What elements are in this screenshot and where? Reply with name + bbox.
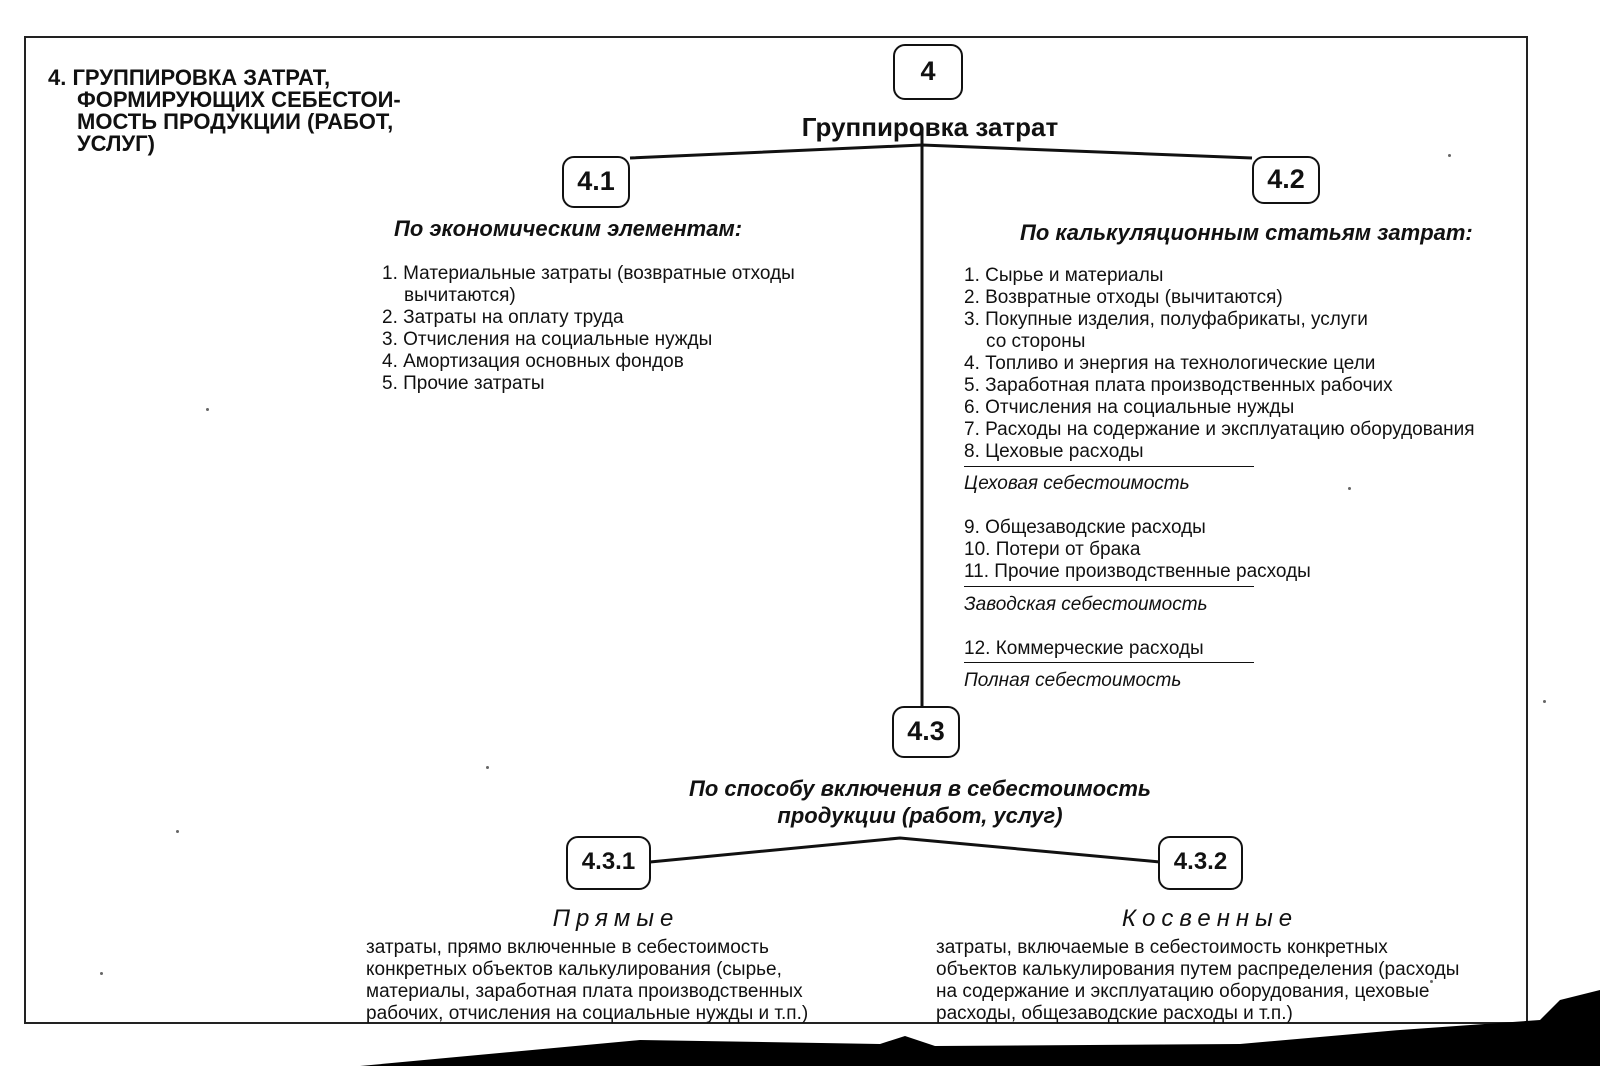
indirect-costs-label: Косвенные (1121, 905, 1299, 932)
node-4-2-box: 4.2 (1252, 156, 1320, 204)
scan-speck (1543, 700, 1546, 703)
list-item: 2. Затраты на оплату труда (382, 307, 624, 328)
economic-elements-list (382, 263, 882, 395)
costing-items-list-1 (964, 265, 1564, 463)
node-4-1-box: 4.1 (562, 156, 630, 208)
direct-costs-description (366, 937, 906, 1025)
scan-speck (1430, 980, 1433, 983)
document-title (48, 67, 468, 155)
factory-cost-subtotal: Заводская себестоимость (964, 594, 1208, 615)
description-line: рабочих, отчисления на социальные нужды и т.п.) (366, 1003, 809, 1024)
bottom-branch-line (650, 838, 1160, 862)
list-item: 9. Общезаводские расходы (964, 517, 1206, 538)
list-item: 7. Расходы на содержание и эксплуатацию оборудования (964, 419, 1475, 440)
subtotal-underline (964, 662, 1254, 663)
costing-items-title: По калькуляционным статьям затрат: (1020, 220, 1473, 245)
document-title-line: МОСТЬ ПРОДУКЦИИ (РАБОТ, (77, 109, 394, 134)
full-cost-subtotal: Полная себестоимость (964, 670, 1182, 691)
list-item: со стороны (986, 331, 1086, 352)
node-4-3-2-box: 4.3.2 (1158, 836, 1243, 890)
scan-speck (100, 972, 103, 975)
list-item: вычитаются) (404, 285, 516, 306)
costing-items-list-2 (964, 517, 1564, 583)
direct-costs-label: Прямые (552, 905, 680, 932)
list-item: 10. Потери от брака (964, 539, 1141, 560)
costing-items-list-3 (964, 638, 1564, 660)
economic-elements-title: По экономическим элементам: (394, 216, 743, 241)
list-item: 4. Амортизация основных фондов (382, 351, 684, 372)
document-title-line: ФОРМИРУЮЩИХ СЕБЕСТОИ- (77, 87, 401, 112)
scan-speck (1348, 487, 1351, 490)
root-title: Группировка затрат (801, 112, 1059, 142)
document-title-line: УСЛУГ) (77, 131, 155, 156)
node-4-3-1-box: 4.3.1 (566, 836, 651, 890)
list-item: 1. Сырье и материалы (964, 265, 1164, 286)
list-item: 6. Отчисления на социальные нужды (964, 397, 1295, 418)
description-line: материалы, заработная плата производственных (366, 981, 803, 1002)
description-line: на содержание и эксплуатацию оборудования, цеховые (936, 981, 1430, 1002)
subtotal-underline (964, 586, 1254, 587)
list-item: 5. Прочие затраты (382, 373, 545, 394)
scan-speck (206, 408, 209, 411)
inclusion-method-title (620, 775, 1220, 829)
list-item: 1. Материальные затраты (возвратные отходы (382, 263, 795, 284)
scan-speck (176, 830, 179, 833)
list-item: 5. Заработная плата производственных рабочих (964, 375, 1393, 396)
list-item: 2. Возвратные отходы (вычитаются) (964, 287, 1283, 308)
list-item: 8. Цеховые расходы (964, 441, 1144, 462)
scan-speck (486, 766, 489, 769)
list-item: 3. Отчисления на социальные нужды (382, 329, 713, 350)
description-line: расходы, общезаводские расходы и т.п.) (936, 1003, 1293, 1024)
description-line: объектов калькулирования путем распределения (расходы (936, 959, 1460, 980)
document-title-line: 4. ГРУППИРОВКА ЗАТРАТ, (48, 65, 331, 90)
scan-speck (1448, 154, 1451, 157)
top-branch-line (630, 145, 1252, 158)
list-item: 12. Коммерческие расходы (964, 638, 1204, 659)
inclusion-title-line: продукции (работ, услуг) (777, 803, 1063, 828)
shop-cost-subtotal: Цеховая себестоимость (964, 473, 1190, 494)
inclusion-title-line: По способу включения в себестоимость (689, 776, 1151, 801)
list-item: 4. Топливо и энергия на технологические цели (964, 353, 1376, 374)
indirect-costs-description (936, 937, 1536, 1025)
list-item: 11. Прочие производственные расходы (964, 561, 1311, 582)
description-line: конкретных объектов калькулирования (сырье, (366, 959, 782, 980)
subtotal-underline (964, 466, 1254, 467)
description-line: затраты, прямо включенные в себестоимость (366, 937, 769, 958)
node-4-box: 4 (893, 44, 963, 100)
node-4-3-box: 4.3 (892, 706, 960, 758)
list-item: 3. Покупные изделия, полуфабрикаты, услуги (964, 309, 1368, 330)
description-line: затраты, включаемые в себестоимость конкретных (936, 937, 1388, 958)
